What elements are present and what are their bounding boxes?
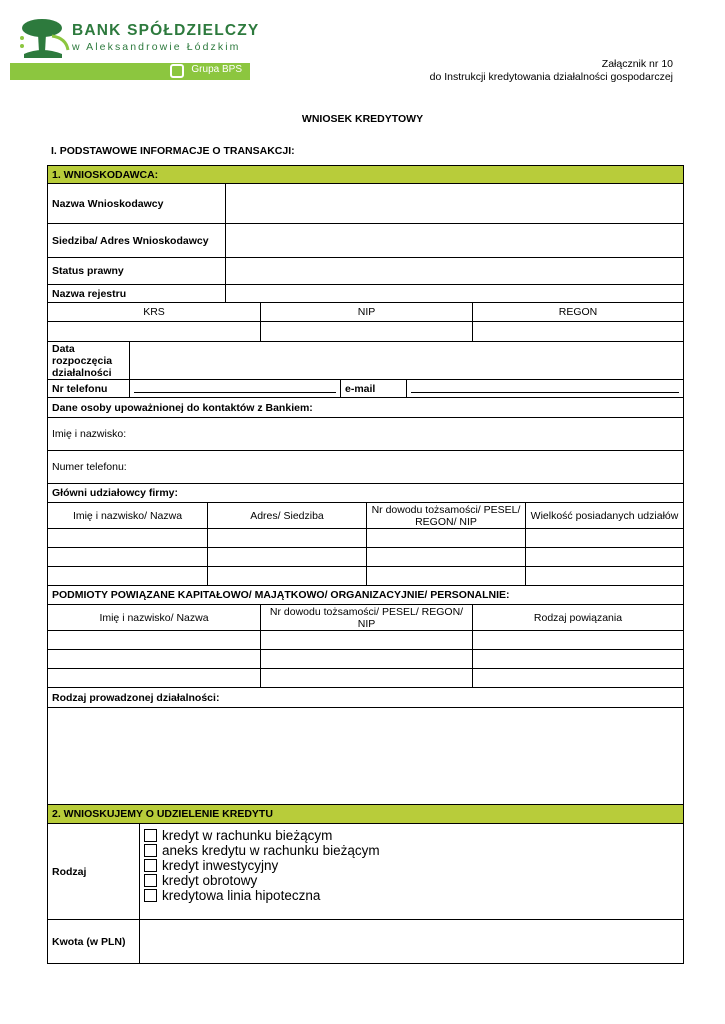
ids-header-row: [47, 303, 684, 322]
attachment-line1: Załącznik nr 10: [601, 58, 673, 70]
related-cols-row: [47, 605, 684, 631]
applicant-header-row: [47, 165, 684, 184]
regon-label: REGON: [472, 303, 683, 321]
name-row: [47, 184, 684, 224]
contact-name-row: [47, 418, 684, 451]
bank-logo: [10, 14, 260, 82]
checkbox-icon[interactable]: [144, 889, 157, 902]
shareholders-header-row: [47, 484, 684, 503]
amount-row: [47, 920, 684, 964]
legal-status-field[interactable]: [225, 258, 683, 284]
table-row: [47, 529, 684, 548]
email-label: e-mail: [340, 380, 406, 397]
option-mortgage-line[interactable]: kredytowa linia hipoteczna: [144, 888, 320, 903]
contact-header-row: [47, 398, 684, 418]
credit-header-row: [47, 805, 684, 824]
phone-label: Nr telefonu: [52, 382, 108, 395]
email-line: [411, 392, 679, 393]
credit-type-row: [47, 824, 684, 920]
regon-field[interactable]: [472, 322, 683, 341]
checkbox-icon[interactable]: [144, 874, 157, 887]
krs-label: KRS: [143, 306, 165, 318]
bank-location: w Aleksandrowie Łódzkim: [72, 41, 241, 53]
option-investment[interactable]: kredyt inwestycyjny: [144, 858, 278, 873]
section-title: I. PODSTAWOWE INFORMACJE O TRANSAKCJI:: [51, 145, 295, 157]
page-title: WNIOSEK KREDYTOWY: [301, 113, 424, 125]
start-date-row: [47, 342, 684, 380]
related-col-id: Nr dowodu tożsamości/ PESEL/ REGON/ NIP: [260, 605, 472, 630]
krs-field[interactable]: [48, 322, 260, 341]
table-row: [47, 631, 684, 650]
credit-application-form: [47, 165, 684, 964]
registry-label: Nazwa rejestru: [52, 287, 127, 300]
table-row: [47, 548, 684, 567]
checkbox-icon[interactable]: [144, 844, 157, 857]
option-overdraft-annex[interactable]: aneks kredytu w rachunku bieżącym: [144, 843, 380, 858]
checkbox-icon[interactable]: [144, 859, 157, 872]
bank-tree-logo-icon: [16, 16, 72, 62]
legal-status-row: [47, 258, 684, 285]
start-date-label: Data rozpoczęcia działalności: [52, 343, 113, 379]
credit-type-options: [139, 824, 683, 919]
attachment-note: [430, 58, 673, 84]
activity-field[interactable]: [48, 708, 683, 804]
address-field[interactable]: [225, 224, 683, 257]
contact-phone-label[interactable]: Numer telefonu:: [52, 461, 127, 473]
table-row: [47, 650, 684, 669]
registry-field[interactable]: [225, 285, 683, 302]
legal-status-label: Status prawny: [52, 265, 124, 277]
attachment-line2: do Instrukcji kredytowania działalności gospodarczej: [429, 71, 673, 83]
related-col-name: Imię i nazwisko/ Nazwa: [99, 611, 209, 624]
contact-name-label[interactable]: Imię i nazwisko:: [52, 428, 127, 440]
related-header: PODMIOTY POWIĄZANE KAPITAŁOWO/ MAJĄTKOWO/ ORGANIZACYJNIE/ PERSONALNIE:: [52, 589, 510, 601]
shareholders-cols-row: [47, 503, 684, 529]
name-field[interactable]: [225, 184, 683, 223]
registry-row: [47, 285, 684, 303]
related-header-row: [47, 586, 684, 605]
amount-field[interactable]: [139, 920, 683, 963]
credit-header: 2. WNIOSKUJEMY O UDZIELENIE KREDYTU: [52, 808, 273, 820]
activity-field-row: [47, 708, 684, 805]
bank-name: BANK SPÓŁDZIELCZY: [72, 22, 260, 39]
shareholders-col-id: Nr dowodu tożsamości/ PESEL/ REGON/ NIP: [366, 503, 525, 528]
related-col-relation: Rodzaj powiązania: [472, 605, 683, 630]
option-overdraft[interactable]: kredyt w rachunku bieżącym: [144, 828, 332, 843]
activity-label: Rodzaj prowadzonej działalności:: [52, 691, 220, 704]
nip-field[interactable]: [260, 322, 472, 341]
address-label: Siedziba/ Adres Wnioskodawcy: [52, 234, 209, 247]
group-bar: [10, 63, 250, 80]
name-label: Nazwa Wnioskodawcy: [52, 197, 164, 210]
start-date-field[interactable]: [129, 342, 683, 379]
bps-logo-icon: [170, 64, 184, 78]
shareholders-col-shares: Wielkość posiadanych udziałów: [525, 503, 683, 528]
phone-email-row: [47, 380, 684, 398]
group-name: Grupa BPS: [191, 64, 242, 75]
ids-value-row: [47, 322, 684, 342]
email-field[interactable]: [406, 380, 683, 397]
checkbox-icon[interactable]: [144, 829, 157, 842]
table-row: [47, 669, 684, 688]
table-row: [47, 567, 684, 586]
contact-phone-row: [47, 451, 684, 484]
shareholders-header: Główni udziałowcy firmy:: [52, 487, 179, 499]
address-row: [47, 224, 684, 258]
nip-label: NIP: [260, 303, 472, 321]
option-working-capital[interactable]: kredyt obrotowy: [144, 873, 257, 888]
amount-label: Kwota (w PLN): [52, 935, 126, 948]
shareholders-col-name: Imię i nazwisko/ Nazwa: [72, 509, 183, 522]
contact-header: Dane osoby upoważnionej do kontaktów z Bankiem:: [52, 401, 313, 414]
activity-header-row: [47, 688, 684, 708]
credit-type-label: Rodzaj: [52, 865, 87, 878]
phone-field[interactable]: [129, 380, 340, 397]
applicant-header: 1. WNIOSKODAWCA:: [52, 168, 159, 181]
phone-line: [134, 392, 336, 393]
shareholders-col-address: Adres/ Siedziba: [207, 503, 366, 528]
